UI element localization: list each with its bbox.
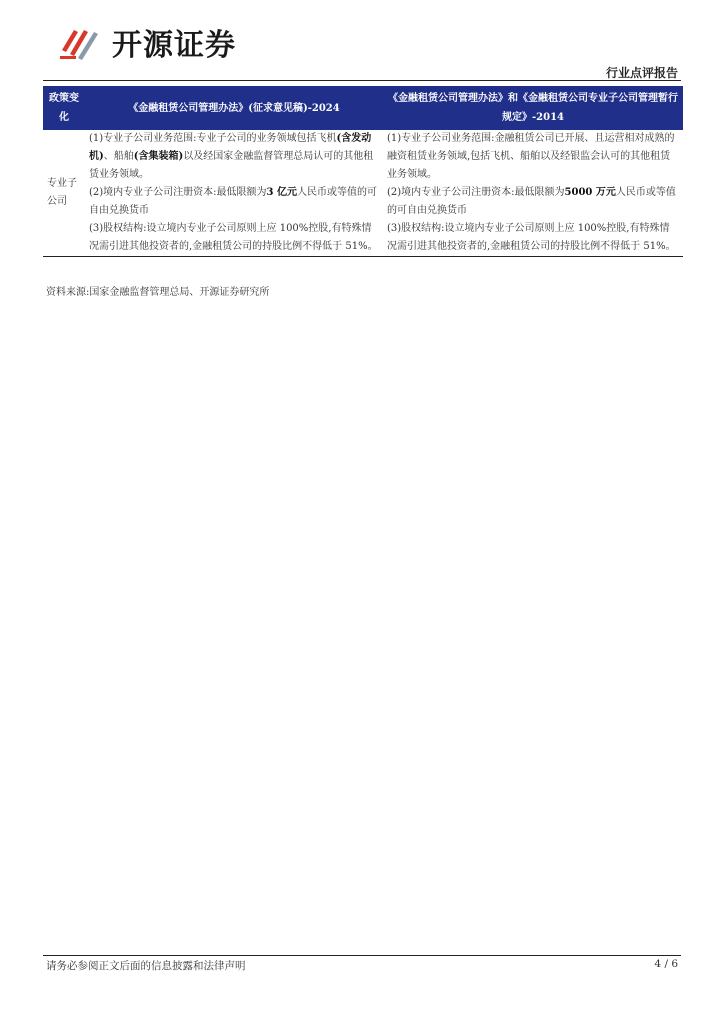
cell-2014-capital: (2)境内专业子公司注册资本:最低限额为5000 万元人民币或等值的可自由兑换货币: [387, 187, 676, 216]
cell-2024-capital: (2)境内专业子公司注册资本:最低限额为3 亿元人民币或等值的可自由兑换货币: [89, 187, 377, 216]
report-type: 行业点评报告: [605, 66, 678, 80]
header-policy-change: 政策变化: [43, 86, 85, 130]
footer-disclaimer: 请务必参阅正文后面的信息披露和法律声明: [46, 960, 246, 972]
cell-2014: [383, 130, 683, 257]
brand-logo: [58, 22, 236, 62]
brand-name: 开源证券: [112, 28, 236, 63]
cell-2024: [85, 130, 383, 257]
row-label: 专业子公司: [47, 178, 77, 207]
cell-2024-scope: (1)专业子公司业务范围:专业子公司的业务领域包括飞机(含发动机)、船舶(含集装箱)以及经国家金融监督管理总局认可的其他租赁业务领域。: [89, 133, 374, 180]
table-row: [43, 130, 683, 257]
table-header-row: [43, 86, 683, 130]
policy-comparison-table: [43, 86, 683, 257]
footer-divider: [43, 955, 681, 956]
brand-mark-icon: [58, 22, 104, 62]
source-note: 资料来源:国家金融监督管理总局、开源证券研究所: [46, 287, 270, 298]
cell-2014-scope: (1)专业子公司业务范围:金融租赁公司已开展、且运营相对成熟的融资租赁业务领域,包括飞机、船舶以及经银监会认可的其他租赁业务领域。: [387, 133, 675, 180]
page-number: 4 / 6: [654, 958, 678, 970]
cell-2024-equity: (3)股权结构:设立境内专业子公司原则上应 100%控股,有特殊情况需引进其他投资者的,金融租赁公司的持股比例不得低于 51%。: [89, 223, 378, 252]
header-2024: 《金融租赁公司管理办法》(征求意见稿)-2024: [85, 86, 383, 130]
cell-2014-equity: (3)股权结构:设立境内专业子公司原则上应 100%控股,有特殊情况需引进其他投资者的,金融租赁公司的持股比例不得低于 51%。: [387, 223, 676, 252]
header-divider: [43, 80, 681, 81]
header-2014: 《金融租赁公司管理办法》和《金融租赁公司专业子公司管理暂行规定》-2014: [383, 86, 683, 130]
